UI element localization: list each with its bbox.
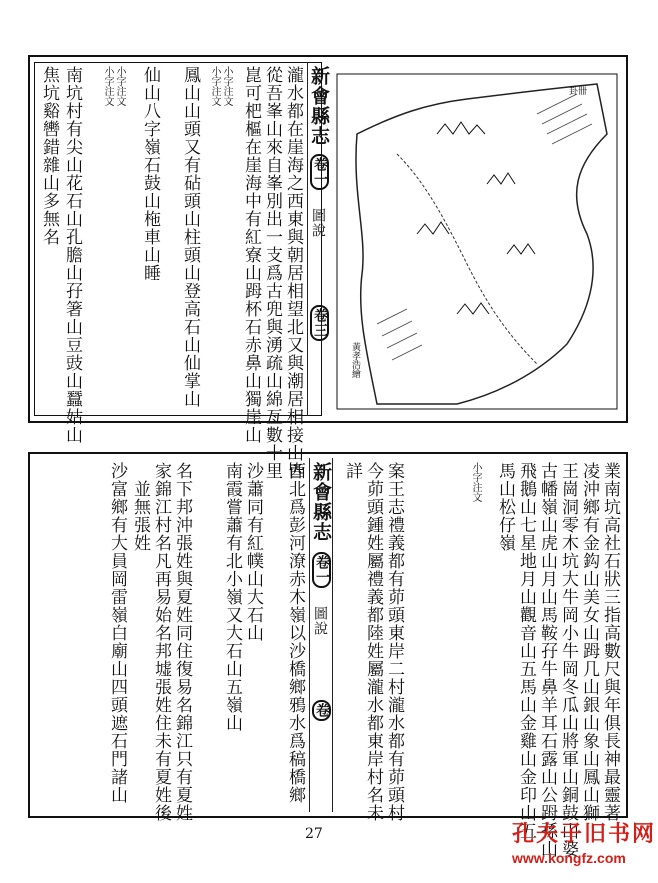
lower-text-column: 今茆頭鍾姓屬禮義都陸姓屬瀧水都東岸村名未 [363, 462, 383, 822]
watermark-url[interactable]: www.kongfz.com [512, 850, 626, 866]
lower-text-column: 凌沖鄉有金鈎山美女山𧿹几山銀山象山鳳山獅 [579, 462, 599, 822]
lower-text-column: 王崗洞零木坑大牛岡小牛岡冬瓜山將軍山銅鼓山婆 [558, 462, 578, 858]
upper-small-note: 小字注文 [221, 66, 232, 106]
lower-text-column: 並無張姓 [130, 480, 150, 552]
lower-text-column: 案王志禮義都有茆頭東岸二村瀧水都有茆頭村 [384, 462, 404, 822]
lower-header-title: 新會縣志 [310, 462, 332, 542]
upper-volume-seal: 卷一 [310, 154, 329, 190]
upper-header-title: 新會縣志 [308, 66, 330, 146]
upper-page-seal: 卷三 [310, 305, 329, 341]
lower-page-seal: 卷 [312, 700, 331, 721]
lower-header-volume [312, 552, 331, 592]
upper-header-page [310, 305, 329, 345]
map-credit: 黃孝浩繪 [350, 342, 360, 378]
upper-text-column: 從吾峯山來自峯別出一支爲古兜與湧疏山綿亙數十里 [262, 66, 282, 480]
lower-text-column: 詳 [342, 462, 362, 480]
map-caption-top: 卦卌 [569, 87, 588, 97]
lower-text-column: 西北爲彭河潦赤木嶺以沙橋鄉鴉水爲稿橋鄉 [285, 462, 305, 804]
county-map [337, 74, 617, 409]
upper-small-note: 小字注文 [114, 66, 125, 106]
lower-text-column: 家錦江村名凡再易始名邦墟張姓住未有夏姓後 [151, 462, 171, 822]
lower-volume-seal: 卷一 [312, 552, 331, 588]
upper-text-column: 瀧水都在崖海之西東與朝居相望北又與潮居相接山皆 [283, 66, 303, 480]
watermark-title: 孔夫子旧书网 [512, 821, 657, 846]
lower-header-section: 圖說 [312, 606, 328, 636]
upper-header-section: 圖說 [310, 208, 326, 238]
lower-text-column: 沙蕭同有紅幞山大石山 [243, 462, 263, 642]
upper-text-column: 焦坑谿轡錯雜山多無名 [39, 66, 59, 246]
upper-text-column: 仙山八字嶺石鼓山柂車山睡 [140, 66, 160, 282]
lower-header-page [312, 700, 331, 740]
upper-text-column: 鳳山山頭又有砧頭山柱頭山登高石山仙掌山 [180, 66, 200, 408]
lower-text-column: 沙富鄉有大員岡雷嶺白廟山四頭遮石門諸山 [107, 462, 127, 804]
page-number: 27 [305, 826, 323, 842]
upper-small-note: 小字注文 [102, 66, 113, 106]
watermark [512, 817, 656, 866]
lower-header-rule-right [332, 458, 333, 812]
lower-text-column: 業南坑高社石狀三指高數尺與年俱長神最靈著 [600, 462, 620, 822]
upper-small-note: 小字注文 [209, 66, 220, 106]
lower-text-column: 名下邦沖張姓與夏姓同住復易名錦江只有夏姓 [172, 462, 192, 822]
lower-small-note: 小字注文 [470, 462, 481, 502]
lower-text-column: 馬山松仔嶺 [495, 462, 515, 552]
lower-text-column: 古幡嶺山虎山月山馬鞍孖牛鼻羊耳石露山公𧿹孫山 [537, 462, 557, 858]
upper-text-column: 南坑村有尖山花石山孔膽山孖箸山豆豉山蠶姑山 [62, 66, 82, 444]
lower-text-column: 飛鵝山七星地月山觀音山五馬山金雞山金印山五 [516, 462, 536, 840]
upper-text-column: 崑可杷樞在崖海中有紅寮山𧿹杯石赤鼻山獨崖山 [241, 66, 261, 444]
upper-header-volume [310, 154, 329, 194]
lower-text-column: 南霞嘗蕭有北小嶺又大石山五嶺山 [222, 462, 242, 732]
